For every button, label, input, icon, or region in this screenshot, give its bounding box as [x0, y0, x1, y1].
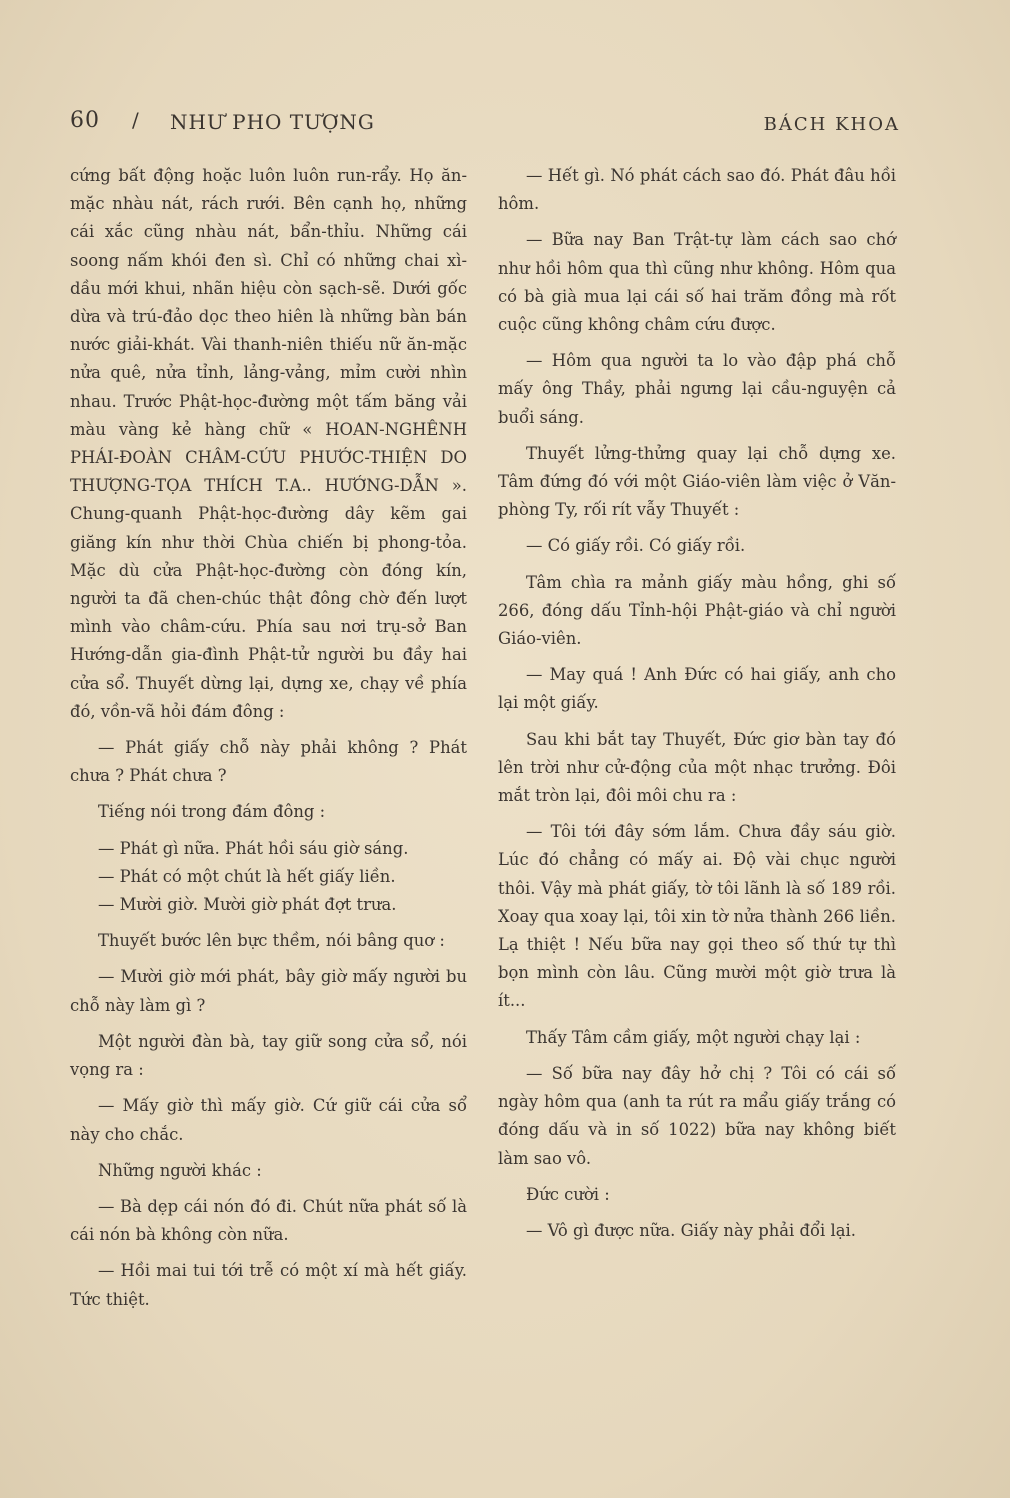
- paragraph: — Phát gì nữa. Phát hồi sáu giờ sáng.: [98, 838, 409, 858]
- paragraph: Đức cười :: [526, 1184, 610, 1204]
- header-separator: /: [132, 108, 139, 132]
- paragraph: Những người khác :: [98, 1160, 262, 1180]
- paragraph: Một người đàn bà, tay giữ song cửa sổ, nói vọng ra :: [70, 1031, 467, 1080]
- paragraph: — Mấy giờ thì mấy giờ. Cứ giữ cái cửa sổ này cho chắc.: [70, 1096, 467, 1144]
- paragraph: — May quá ! Anh Đức có hai giấy, anh cho lại một giấy.: [498, 665, 896, 713]
- paragraph: Thấy Tâm cầm giấy, một người chạy lại :: [526, 1027, 861, 1047]
- paragraph: — Bữa nay Ban Trật-tự làm cách sao chớ như hồi hôm qua thì cũng như không. Hôm qua có bà già mua lại cái số hai trăm đồng mà rốt cuộc cũng không châm cứu được.: [498, 230, 896, 335]
- paragraph: — Hôm qua người ta lo vào đập phá chỗ mấy ông Thầy, phải ngưng lại cầu-nguyện cả buổi sáng.: [498, 351, 896, 427]
- page-number: 60: [70, 108, 100, 133]
- paragraph: — Số bữa nay đây hở chị ? Tôi có cái số ngày hôm qua (anh ta rút ra mẩu giấy trắng có đóng dấu và in số 1022) bữa nay không biết làm sao vô.: [498, 1063, 896, 1168]
- page-header: [70, 108, 900, 138]
- book-title: NHƯ PHO TƯỢNG: [170, 110, 375, 134]
- right-column: [498, 162, 896, 1253]
- paragraph: Sau khi bắt tay Thuyết, Đức giơ bàn tay đó lên trời như cử-động của một nhạc trưởng. Đôi mắt tròn lại, đôi môi chu ra :: [498, 729, 896, 806]
- paragraph: — Vô gì được nữa. Giấy này phải đổi lại.: [526, 1220, 856, 1240]
- paragraph: — Phát giấy chỗ này phải không ? Phát chưa ? Phát chưa ?: [70, 738, 467, 786]
- paragraph: cứng bất động hoặc luôn luôn run-rẩy. Họ ăn-mặc nhàu nát, rách rưới. Bên cạnh họ, những cái xắc cũng nhàu nát, bẩn-thỉu. Những cái soong nấm khói đen sì. Chỉ có những chai xì-dầu mới khui, nhãn hiệu còn sạch-sẽ. Dưới gốc dừa và trú-đảo dọc theo hiên là những bàn bán nước giải-khát. Vài thanh-niên thiếu nữ ăn-mặc nửa quê, nửa tỉnh, lảng-vảng, mỉm cười nhìn nhau. Trước Phật-học-đường một tấm băng vải màu vàng kẻ hàng chữ « HOAN-NGHÊNH PHÁI-ĐOÀN CHÂM-CỨU PHƯỚC-THIỆN DO THƯỢNG-TỌA THÍCH T.A.. HƯỚNG-DẪN ». Chung-quanh Phật-học-đường dây kẽm gai giăng kín như thời Chùa chiến bị phong-tỏa. Mặc dù cửa Phật-học-đường còn đóng kín, người ta đã chen-chúc thật đông chờ đến lượt mình vào châm-cứu. Phía sau nơi trụ-sở Ban Hướng-dẫn gia-đình Phật-tử người bu đầy hai cửa sổ. Thuyết dừng lại, dựng xe, chạy về phía đó, vồn-vã hỏi đám đông :: [70, 166, 467, 721]
- paragraph: — Tôi tới đây sớm lắm. Chưa đầy sáu giờ. Lúc đó chẳng có mấy ai. Độ vài chục người thôi. Vậy mà phát giấy, tờ tôi lãnh là số 189 rồi. Xoay qua xoay lại, tôi xin tờ nửa thành 266 liền. Lạ thiệt ! Nếu bữa nay gọi theo số thứ tự thì bọn mình còn lâu. Cũng mười một giờ trưa là ít...: [498, 822, 896, 1011]
- paragraph: Thuyết bước lên bực thềm, nói bâng quơ :: [98, 931, 445, 951]
- paragraph: — Bà dẹp cái nón đó đi. Chút nữa phát số là cái nón bà không còn nữa.: [70, 1196, 467, 1245]
- paragraph: — Phát có một chút là hết giấy liền.: [98, 866, 396, 886]
- section-title: BÁCH KHOA: [763, 114, 900, 135]
- paragraph: — Có giấy rồi. Có giấy rồi.: [526, 536, 746, 556]
- paragraph: — Hết gì. Nó phát cách sao đó. Phát đâu hồi hôm.: [498, 166, 896, 214]
- paragraph: — Mười giờ. Mười giờ phát đợt trưa.: [98, 895, 397, 915]
- paragraph: Thuyết lửng-thửng quay lại chỗ dựng xe. Tâm đứng đó với một Giáo-viên làm việc ở Văn-phòng Ty, rối rít vẫy Thuyết :: [498, 443, 896, 520]
- left-column: [70, 162, 467, 1322]
- paragraph: — Mười giờ mới phát, bây giờ mấy người bu chỗ này làm gì ?: [70, 967, 467, 1015]
- paragraph: — Hồi mai tui tới trễ có một xí mà hết giấy. Tức thiệt.: [70, 1261, 467, 1309]
- paragraph: Tâm chìa ra mảnh giấy màu hồng, ghi số 266, đóng dấu Tỉnh-hội Phật-giáo và chỉ người Giáo-viên.: [498, 572, 896, 649]
- paragraph: Tiếng nói trong đám đông :: [98, 802, 326, 822]
